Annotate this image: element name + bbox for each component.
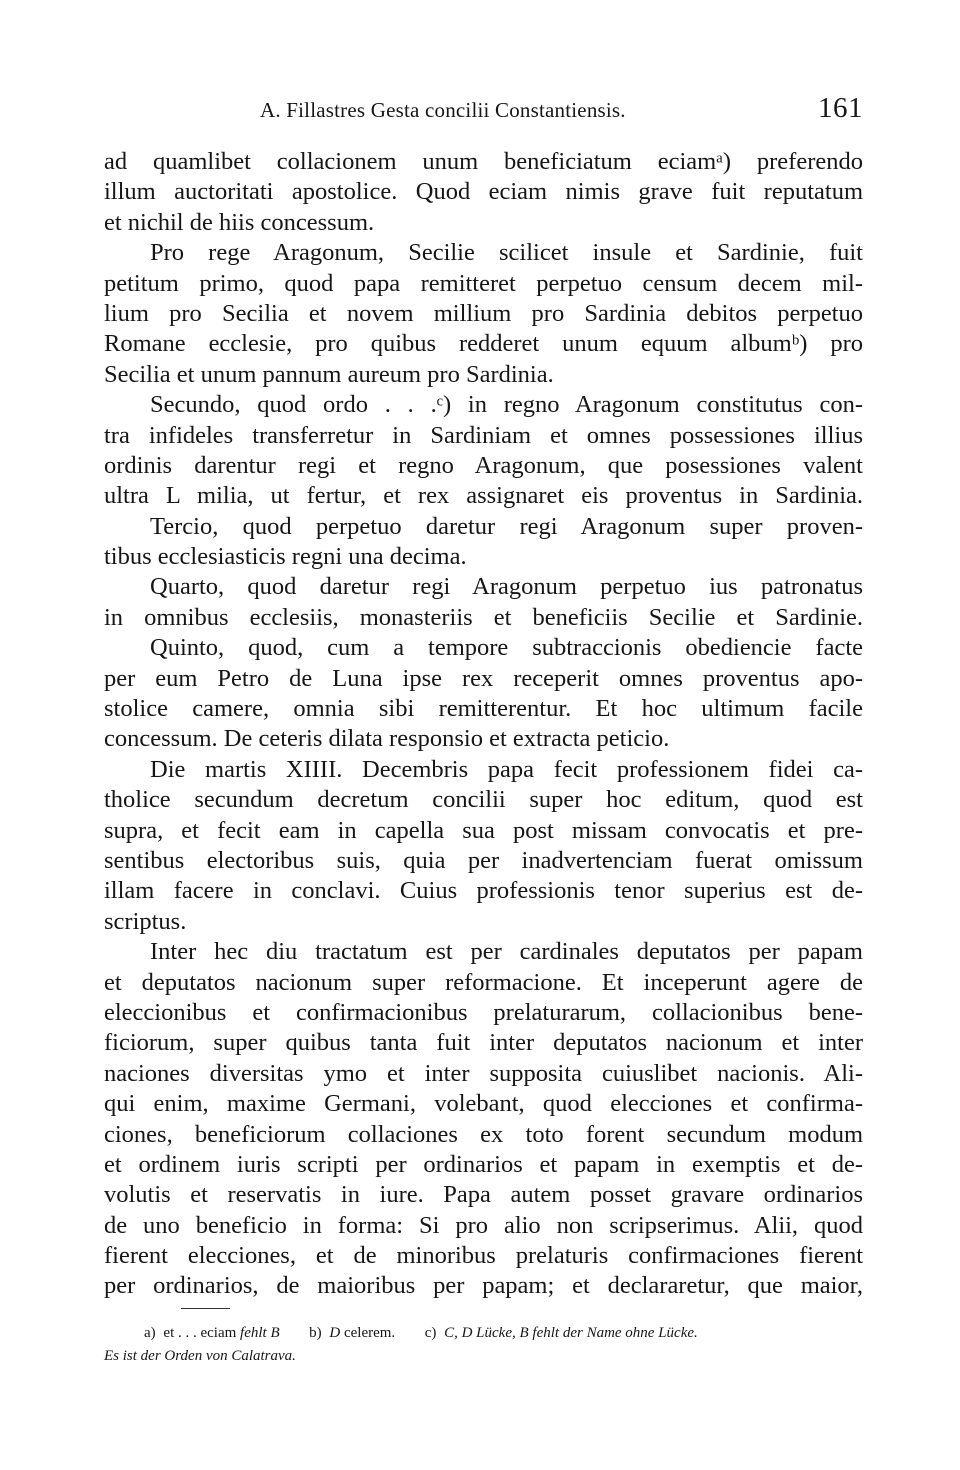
text-line: ultra L milia, ut fertur, et rex assignaret eis proventus in Sardinia. <box>104 482 863 510</box>
text-line: Inter hec diu tractatum est per cardinales deputatos per papam <box>150 938 863 966</box>
text-line: tholice secundum decretum concilii super hoc editum, quod est <box>104 786 863 814</box>
text-line: concessum. De ceteris dilata responsio et extracta peticio. <box>104 725 670 753</box>
text-line: petitum primo, quod papa remitteret perpetuo censum decem mil- <box>104 269 863 297</box>
footnote-line <box>104 1345 863 1368</box>
text-line: et ordinem iuris scripti per ordinarios et papam in exemptis et de- <box>104 1150 863 1178</box>
text-line: Secundo, quod ordo . . .ᶜ) in regno Aragonum constitutus con- <box>150 391 863 419</box>
text-line: ordinis darentur regi et regno Aragonum, que posessiones valent <box>104 451 863 479</box>
text-line: Secilia et unum pannum aureum pro Sardinia. <box>104 360 554 388</box>
text-line: supra, et fecit eam in capella sua post missam convocatis et pre- <box>104 816 863 844</box>
footnote-c-label: c) <box>424 1325 437 1341</box>
footnote-b-siglum: D <box>329 1325 341 1341</box>
text-line: volutis et reservatis in iure. Papa autem posset gravare ordinarios <box>104 1181 863 1209</box>
text-line: fierent elecciones, et de minoribus prelaturis confirmaciones fierent <box>104 1242 863 1270</box>
text-line: eleccionibus et confirmacionibus prelaturarum, collacionibus bene- <box>104 998 863 1026</box>
text-line: per ordinarios, de maioribus per papam; et declararetur, que maior, <box>104 1272 863 1300</box>
text-line: Die martis XIIII. Decembris papa fecit professionem fidei ca- <box>150 755 863 783</box>
text-line: qui enim, maxime Germani, volebant, quod elecciones et confirma- <box>104 1090 863 1118</box>
page-number: 161 <box>818 92 863 124</box>
text-line: scriptus. <box>104 907 187 935</box>
text-line: Romane ecclesie, pro quibus redderet unum equum albumᵇ) pro <box>104 330 863 358</box>
text-line: illum auctoritati apostolice. Quod eciam nimis grave fuit reputatum <box>104 178 863 206</box>
text-line: Quarto, quod daretur regi Aragonum perpetuo ius patronatus <box>150 573 863 601</box>
text-line: ad quamlibet collacionem unum beneficiatum eciamᵃ) preferendo <box>104 148 863 175</box>
text-line: Quinto, quod, cum a tempore subtraccionis obediencie facte <box>150 634 863 662</box>
text-line: stolice camere, omnia sibi remitterentur. Et hoc ultimum facile <box>104 695 863 723</box>
text-line: Pro rege Aragonum, Secilie scilicet insule et Sardinie, fuit <box>150 239 863 267</box>
text-line: tibus ecclesiasticis regni una decima. <box>104 543 467 571</box>
footnote-c-note: C, D Lücke, B fehlt der Name ohne Lücke. <box>444 1325 698 1341</box>
running-head <box>260 92 863 132</box>
footnote-line <box>104 1322 863 1345</box>
body-text <box>104 147 863 1302</box>
text-line: et nichil de hiis concessum. <box>104 208 375 236</box>
footnote-c-continuation: Es ist der Orden von Calatrava. <box>104 1348 296 1364</box>
text-line: ciones, beneficiorum collaciones ex toto forent secundum modum <box>104 1120 863 1148</box>
text-line: naciones diversitas ymo et inter supposita cuiuslibet nacionis. Ali- <box>104 1059 863 1087</box>
footnote-a-text: et . . . eciam <box>163 1325 237 1341</box>
footnote-b-label: b) <box>309 1325 322 1341</box>
footnote-a-label: a) <box>144 1325 156 1341</box>
running-title: A. Fillastres Gesta concilii Constantiensis. <box>260 98 626 122</box>
footnote-b-text: celerem. <box>343 1325 396 1341</box>
text-line: et deputatos nacionum super reformacione. Et inceperunt agere de <box>104 968 863 996</box>
text-line: in omnibus ecclesiis, monasteriis et beneficiis Secilie et Sardinie. <box>104 603 863 631</box>
text-line: Tercio, quod perpetuo daretur regi Aragonum super proven- <box>150 512 863 540</box>
text-line: ficiorum, super quibus tanta fuit inter deputatos nacionum et inter <box>104 1029 863 1057</box>
text-line: sentibus electoribus suis, quia per inadvertenciam fuerat omissum <box>104 846 863 874</box>
footnote-rule <box>181 1308 230 1309</box>
footnote-a-note: fehlt B <box>240 1325 280 1341</box>
text-line: lium pro Secilia et novem millium pro Sardinia debitos perpetuo <box>104 299 863 327</box>
text-line: tra infideles transferretur in Sardiniam et omnes possessiones illius <box>104 421 863 449</box>
footnotes <box>104 1322 863 1368</box>
text-line: per eum Petro de Luna ipse rex receperit omnes proventus apo- <box>104 664 863 692</box>
text-line: de uno beneficio in forma: Si pro alio non scripserimus. Alii, quod <box>104 1211 863 1239</box>
text-line: illam facere in conclavi. Cuius professionis tenor superius est de- <box>104 877 863 905</box>
